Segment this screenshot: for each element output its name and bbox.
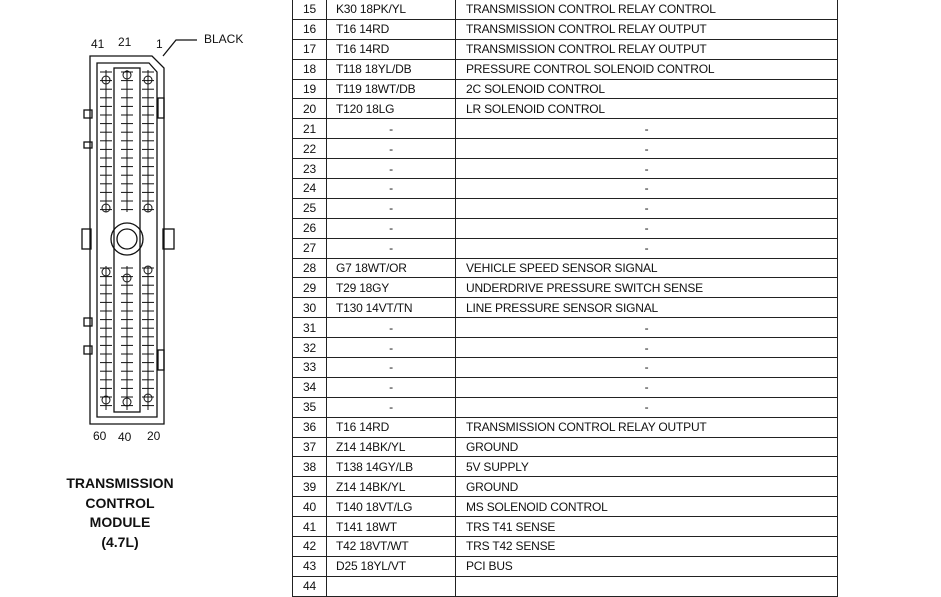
cavity-cell: 29 [293, 278, 327, 298]
table-row [293, 39, 838, 59]
function-cell: TRANSMISSION CONTROL RELAY CONTROL [456, 0, 838, 19]
function-cell: LR SOLENOID CONTROL [456, 99, 838, 119]
function-cell: TRANSMISSION CONTROL RELAY OUTPUT [456, 417, 838, 437]
cavity-cell: 16 [293, 19, 327, 39]
cavity-cell: 21 [293, 119, 327, 139]
table-row [293, 179, 838, 199]
cavity-cell: 19 [293, 79, 327, 99]
mounting-bolt-outer [111, 223, 143, 255]
function-cell: PRESSURE CONTROL SOLENOID CONTROL [456, 59, 838, 79]
function-cell: - [456, 119, 838, 139]
pinout-table [292, 0, 838, 597]
table-row [293, 318, 838, 338]
cavity-cell: 27 [293, 238, 327, 258]
cavity-cell: 36 [293, 417, 327, 437]
pin-label-21: 21 [118, 35, 132, 49]
wire-color-cell: - [327, 358, 456, 378]
table-row [293, 358, 838, 378]
table-row [293, 99, 838, 119]
black-pointer [163, 40, 197, 56]
function-cell: - [456, 179, 838, 199]
black-color-label: BLACK [204, 32, 244, 46]
function-cell: 2C SOLENOID CONTROL [456, 79, 838, 99]
cavity-cell: 39 [293, 477, 327, 497]
pin-label-1: 1 [156, 37, 163, 51]
module-title-line: MODULE [89, 514, 151, 530]
wire-color-cell: T16 14RD [327, 417, 456, 437]
function-cell: - [456, 338, 838, 358]
cavity-cell: 23 [293, 159, 327, 179]
wire-color-cell: Z14 14BK/YL [327, 437, 456, 457]
wire-color-cell: T140 18VT/LG [327, 497, 456, 517]
table-row [293, 139, 838, 159]
table-row [293, 437, 838, 457]
cavity-cell: 25 [293, 198, 327, 218]
table-row [293, 457, 838, 477]
function-cell: - [456, 397, 838, 417]
function-cell: TRANSMISSION CONTROL RELAY OUTPUT [456, 19, 838, 39]
cavity-cell: 15 [293, 0, 327, 19]
wire-color-cell: T29 18GY [327, 278, 456, 298]
wire-color-cell: Z14 14BK/YL [327, 477, 456, 497]
pin-label-20: 20 [147, 429, 161, 443]
function-cell: LINE PRESSURE SENSOR SIGNAL [456, 298, 838, 318]
function-cell: TRANSMISSION CONTROL RELAY OUTPUT [456, 39, 838, 59]
pin-label-40: 40 [118, 430, 132, 444]
wire-color-cell: T16 14RD [327, 39, 456, 59]
cavity-cell: 44 [293, 576, 327, 596]
module-title [52, 474, 188, 552]
function-cell: - [456, 218, 838, 238]
function-cell: GROUND [456, 437, 838, 457]
table-row [293, 218, 838, 238]
function-cell: VEHICLE SPEED SENSOR SIGNAL [456, 258, 838, 278]
table-row [293, 377, 838, 397]
function-cell: - [456, 377, 838, 397]
cavity-cell: 17 [293, 39, 327, 59]
table-row [293, 59, 838, 79]
cavity-cell: 35 [293, 397, 327, 417]
wire-color-cell: - [327, 159, 456, 179]
table-row [293, 298, 838, 318]
wire-color-cell: - [327, 377, 456, 397]
wire-color-cell: G7 18WT/OR [327, 258, 456, 278]
wire-color-cell: T120 18LG [327, 99, 456, 119]
function-cell: - [456, 358, 838, 378]
wire-color-cell: - [327, 338, 456, 358]
table-row [293, 238, 838, 258]
notch [84, 346, 92, 354]
module-title-line: TRANSMISSION [66, 475, 174, 491]
table-row [293, 477, 838, 497]
table-row [293, 338, 838, 358]
wire-color-cell: - [327, 397, 456, 417]
cavity-cell: 34 [293, 377, 327, 397]
table-row [293, 497, 838, 517]
cavity-cell: 31 [293, 318, 327, 338]
table-row [293, 537, 838, 557]
cavity-cell: 38 [293, 457, 327, 477]
cavity-cell: 41 [293, 517, 327, 537]
function-cell: PCI BUS [456, 556, 838, 576]
pin-label-41: 41 [91, 37, 105, 51]
notch [84, 110, 92, 118]
mounting-bolt-inner [117, 229, 137, 249]
cavity-cell: 40 [293, 497, 327, 517]
table-row [293, 198, 838, 218]
wire-color-cell: - [327, 318, 456, 338]
table-row [293, 576, 838, 596]
function-cell: - [456, 159, 838, 179]
notch [84, 142, 92, 148]
notch [158, 350, 164, 370]
wire-color-cell: T119 18WT/DB [327, 79, 456, 99]
cavity-cell: 20 [293, 99, 327, 119]
wire-color-cell: - [327, 198, 456, 218]
function-cell: MS SOLENOID CONTROL [456, 497, 838, 517]
cavity-cell: 22 [293, 139, 327, 159]
cavity-cell: 33 [293, 358, 327, 378]
wire-color-cell: T16 14RD [327, 19, 456, 39]
cavity-cell: 30 [293, 298, 327, 318]
wire-color-cell: T42 18VT/WT [327, 537, 456, 557]
table-row [293, 258, 838, 278]
function-cell: GROUND [456, 477, 838, 497]
table-row [293, 517, 838, 537]
table-row [293, 0, 838, 19]
wire-color-cell: K30 18PK/YL [327, 0, 456, 19]
notch [84, 318, 92, 326]
pin-label-60: 60 [93, 429, 107, 443]
wire-color-cell: - [327, 179, 456, 199]
table-row [293, 19, 838, 39]
function-cell: TRS T41 SENSE [456, 517, 838, 537]
wire-color-cell: D25 18YL/VT [327, 556, 456, 576]
table-row [293, 79, 838, 99]
table-row [293, 397, 838, 417]
wire-color-cell: - [327, 238, 456, 258]
notch [158, 98, 164, 118]
wire-color-cell: T141 18WT [327, 517, 456, 537]
function-cell: 5V SUPPLY [456, 457, 838, 477]
wire-color-cell: - [327, 139, 456, 159]
cavity-cell: 32 [293, 338, 327, 358]
wire-color-cell: T138 14GY/LB [327, 457, 456, 477]
wire-color-cell: T130 14VT/TN [327, 298, 456, 318]
table-row [293, 556, 838, 576]
function-cell: - [456, 198, 838, 218]
cavity-cell: 37 [293, 437, 327, 457]
function-cell [456, 576, 838, 596]
wire-color-cell: - [327, 119, 456, 139]
function-cell: - [456, 318, 838, 338]
wire-color-cell [327, 576, 456, 596]
module-title-line: CONTROL [85, 494, 155, 511]
cavity-cell: 28 [293, 258, 327, 278]
table-row [293, 417, 838, 437]
function-cell: UNDERDRIVE PRESSURE SWITCH SENSE [456, 278, 838, 298]
cavity-cell: 42 [293, 537, 327, 557]
table-row [293, 278, 838, 298]
table-row [293, 159, 838, 179]
cavity-cell: 24 [293, 179, 327, 199]
module-title-line: (4.7L) [101, 533, 139, 550]
table-row [293, 119, 838, 139]
cavity-cell: 43 [293, 556, 327, 576]
wire-color-cell: - [327, 218, 456, 238]
cavity-cell: 26 [293, 218, 327, 238]
function-cell: TRS T42 SENSE [456, 537, 838, 557]
function-cell: - [456, 139, 838, 159]
function-cell: - [456, 238, 838, 258]
wire-color-cell: T118 18YL/DB [327, 59, 456, 79]
cavity-cell: 18 [293, 59, 327, 79]
